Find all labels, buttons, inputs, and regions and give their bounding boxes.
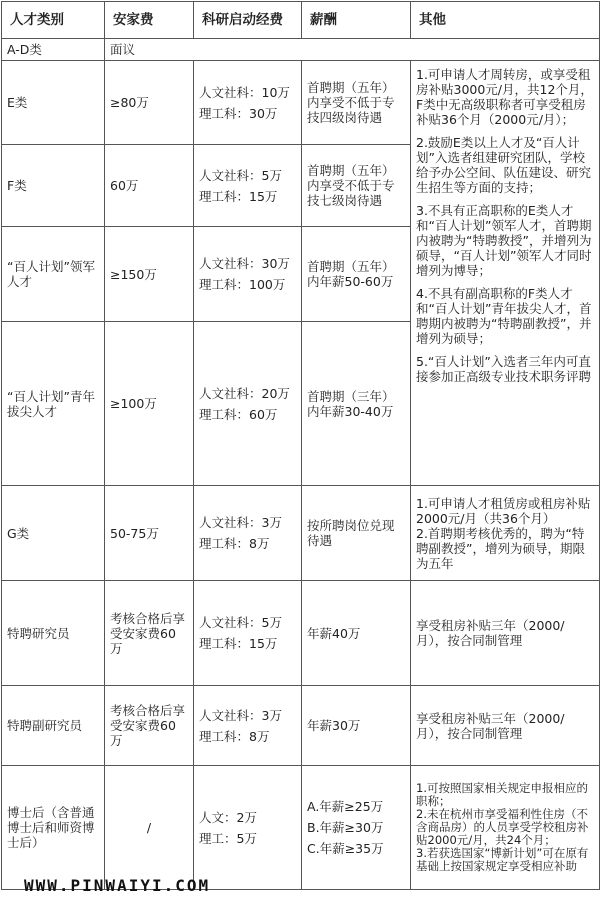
category-cell: E类 [2, 61, 105, 145]
salary-cell: 首聘期（三年）内年薪30-40万 [302, 322, 411, 486]
salary-cell: 年薪40万 [302, 581, 411, 686]
fund-cell [194, 486, 302, 581]
fund-cell [194, 581, 302, 686]
other-item: 2.未在杭州市享受福利性住房（不含商品房）的人员享受学校租房补贴2000元/月，共24个月； [416, 807, 589, 847]
fund-science: 理工：5万 [199, 830, 257, 846]
fund-cell [194, 686, 302, 766]
header-category: 人才类别 [2, 2, 105, 39]
fund-cell [194, 227, 302, 322]
category-cell: 博士后（含普通博士后和师资博士后） [2, 766, 105, 890]
salary-option: A.年薪≥25万 [307, 799, 384, 814]
other-item: 3.不具有正高职称的E类人才和“百人计划”领军人才，首聘期内被聘为“特聘教授”，并增列为硕导，“百人计划”领军人才同时增列为博导； [416, 203, 592, 278]
other-cell [411, 766, 600, 890]
fund-cell [194, 145, 302, 227]
header-other: 其他 [411, 2, 600, 39]
salary-cell: 首聘期（五年）内享受不低于专技七级岗待遇 [302, 145, 411, 227]
settle-cell: 60万 [105, 145, 194, 227]
fund-science: 理工科：8万 [199, 728, 270, 744]
settle-cell: 考核合格后享受安家费60万 [105, 581, 194, 686]
table-row [2, 581, 600, 686]
table-row [2, 61, 600, 145]
header-settle: 安家费 [105, 2, 194, 39]
salary-cell: 首聘期（五年）内年薪50-60万 [302, 227, 411, 322]
fund-humanities: 人文社科：10万 [199, 84, 290, 100]
category-cell: 特聘副研究员 [2, 686, 105, 766]
fund-science: 理工科：15万 [199, 636, 278, 651]
table-row [2, 686, 600, 766]
fund-cell [194, 766, 302, 890]
table-row [2, 39, 600, 61]
other-item: 5.“百人计划”入选者三年内可直接参加正高级专业技术职务评聘 [416, 354, 592, 384]
category-cell: “百人计划”青年拔尖人才 [2, 322, 105, 486]
fund-humanities: 人文社科：3万 [199, 515, 282, 530]
fund-cell [194, 322, 302, 486]
settle-cell: 50-75万 [105, 486, 194, 581]
settle-cell: / [105, 766, 194, 890]
merged-other-cell [411, 61, 600, 486]
talent-policy-table [1, 1, 600, 890]
other-cell [411, 486, 600, 581]
table-row [2, 486, 600, 581]
fund-science: 理工科：15万 [199, 188, 278, 204]
fund-humanities: 人文社科：5万 [199, 167, 282, 183]
other-item: 3.若获选国家“博新计划”可在原有基础上按国家规定享受相应补助 [416, 846, 589, 873]
salary-cell: 首聘期（五年）内享受不低于专技四级岗待遇 [302, 61, 411, 145]
other-item: 1.可申请人才租赁房或租房补贴2000元/月（共36个月） [416, 495, 591, 526]
category-cell: G类 [2, 486, 105, 581]
fund-science: 理工科：8万 [199, 536, 270, 551]
settle-cell: 考核合格后享受安家费60万 [105, 686, 194, 766]
header-fund: 科研启动经费 [194, 2, 302, 39]
watermark: WWW.PINWAIYI.COM [24, 876, 211, 895]
fund-science: 理工科：60万 [199, 406, 278, 422]
salary-cell [302, 766, 411, 890]
category-cell: “百人计划”领军人才 [2, 227, 105, 322]
fund-humanities: 人文社科：20万 [199, 385, 290, 401]
fund-science: 理工科：30万 [199, 105, 278, 121]
category-cell: 特聘研究员 [2, 581, 105, 686]
salary-cell: 按所聘岗位兑现待遇 [302, 486, 411, 581]
other-item: 2.首聘期考核优秀的，聘为“特聘副教授”，增列为硕导，期限为五年 [416, 525, 585, 571]
other-item: 1.可申请人才周转房，或享受租房补贴3000元/月，共12个月，F类中无高级职称者可享受租房补贴36个月（2000元/月）； [416, 67, 593, 127]
category-cell: A-D类 [2, 39, 105, 61]
other-item: 1.可按照国家相关规定申报相应的职称； [416, 781, 588, 808]
header-row [2, 2, 600, 39]
other-item: 2.鼓励E类以上人才及“百人计划”入选者组建研究团队，学校给予办公空间、队伍建设、研究生招生等方面的支持； [416, 135, 592, 195]
category-cell: F类 [2, 145, 105, 227]
fund-science: 理工科：100万 [199, 277, 286, 292]
salary-option: B.年薪≥30万 [307, 820, 384, 835]
settle-cell: ≥100万 [105, 322, 194, 486]
fund-cell [194, 61, 302, 145]
salary-cell: 年薪30万 [302, 686, 411, 766]
fund-humanities: 人文社科：3万 [199, 707, 282, 723]
settle-cell: 面议 [105, 39, 600, 61]
fund-humanities: 人文社科：30万 [199, 256, 290, 271]
other-cell: 享受租房补贴三年（2000/月），按合同制管理 [411, 581, 600, 686]
fund-humanities: 人文：2万 [199, 809, 257, 825]
salary-option: C.年薪≥35万 [307, 841, 384, 856]
table-row [2, 766, 600, 890]
other-item: 4.不具有副高职称的F类人才和“百人计划”青年拔尖人才，首聘期内被聘为“特聘副教授”，并增列为硕导； [416, 286, 592, 346]
header-salary: 薪酬 [302, 2, 411, 39]
other-cell: 享受租房补贴三年（2000/月），按合同制管理 [411, 686, 600, 766]
fund-humanities: 人文社科：5万 [199, 615, 282, 630]
settle-cell: ≥150万 [105, 227, 194, 322]
settle-cell: ≥80万 [105, 61, 194, 145]
